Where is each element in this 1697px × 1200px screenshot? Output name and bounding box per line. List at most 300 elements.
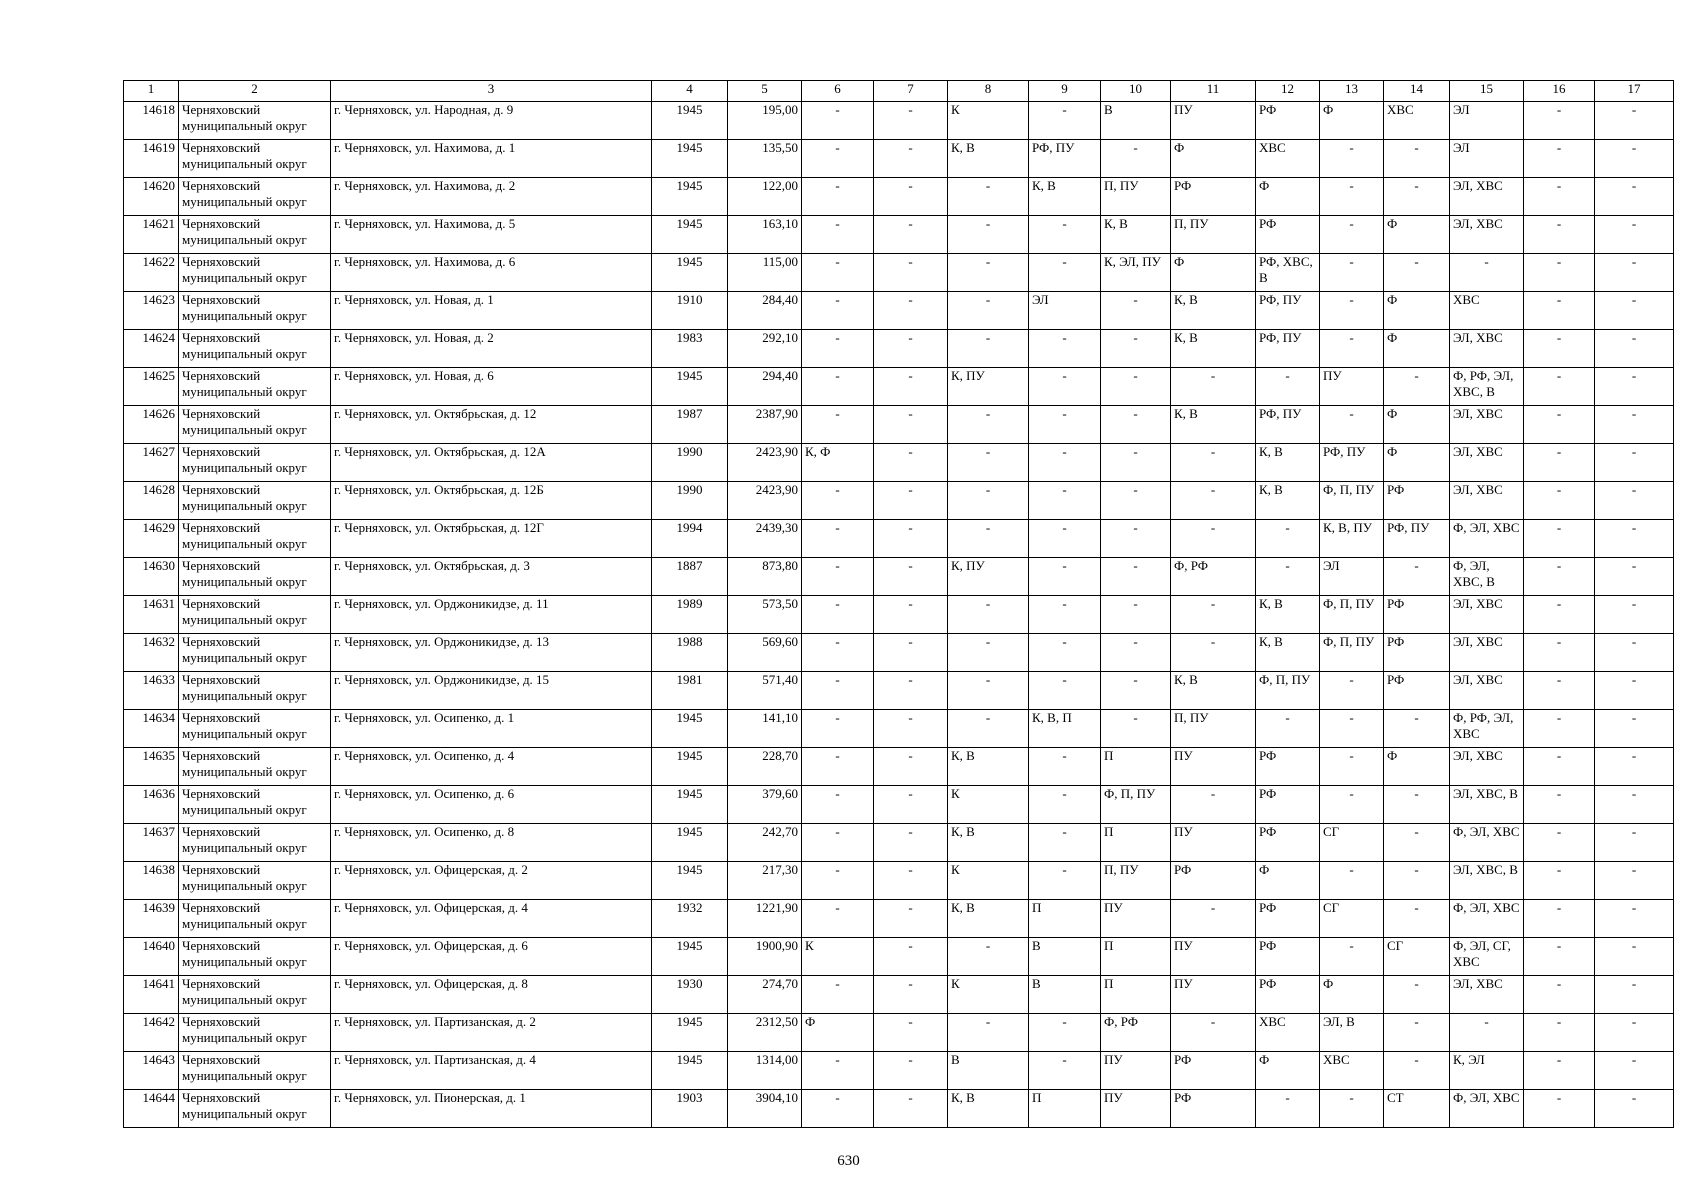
table-cell: К, В, П (1029, 710, 1101, 748)
table-cell: К, В (1171, 406, 1256, 444)
table-cell: ЭЛ, ХВС (1450, 330, 1524, 368)
table-cell: - (1320, 710, 1384, 748)
table-cell: г. Черняховск, ул. Октябрьская, д. 3 (331, 558, 652, 596)
table-cell: ХВС (1256, 140, 1320, 178)
table-cell: - (1320, 330, 1384, 368)
table-cell: П (1101, 824, 1171, 862)
table-cell: Черняховский муниципальный округ (179, 824, 331, 862)
table-cell: - (1029, 672, 1101, 710)
table-cell: - (948, 482, 1029, 520)
table-cell: 14619 (124, 140, 179, 178)
table-cell: - (1320, 938, 1384, 976)
table-cell: К, В (948, 140, 1029, 178)
table-cell: Черняховский муниципальный округ (179, 178, 331, 216)
table-cell: 571,40 (728, 672, 802, 710)
table-cell: 569,60 (728, 634, 802, 672)
table-cell: СГ (1384, 938, 1450, 976)
table-cell: РФ (1256, 216, 1320, 254)
table-cell: 1987 (652, 406, 728, 444)
table-cell: Черняховский муниципальный округ (179, 1090, 331, 1128)
table-cell: - (1101, 634, 1171, 672)
table-cell: - (1595, 140, 1674, 178)
column-header: 1 (124, 81, 179, 102)
table-cell: Черняховский муниципальный округ (179, 596, 331, 634)
table-cell: - (948, 330, 1029, 368)
table-cell: П (1029, 1090, 1101, 1128)
table-cell: К, ЭЛ (1450, 1052, 1524, 1090)
table-cell: 2312,50 (728, 1014, 802, 1052)
table-cell: К, В (1029, 178, 1101, 216)
table-cell: ПУ (1171, 102, 1256, 140)
table-cell: В (948, 1052, 1029, 1090)
table-cell: - (1101, 292, 1171, 330)
table-cell: - (1384, 1014, 1450, 1052)
table-cell: - (1524, 748, 1595, 786)
table-cell: - (1524, 482, 1595, 520)
table-cell: ЭЛ (1029, 292, 1101, 330)
table-cell: - (1171, 444, 1256, 482)
table-cell: - (1171, 482, 1256, 520)
table-row (124, 862, 1674, 900)
table-cell: К, В (948, 748, 1029, 786)
table-cell: 1990 (652, 444, 728, 482)
table-cell: - (1320, 254, 1384, 292)
table-cell: РФ (1256, 102, 1320, 140)
table-cell: - (1320, 862, 1384, 900)
table-cell: РФ, ПУ (1384, 520, 1450, 558)
table-cell: г. Черняховск, ул. Октябрьская, д. 12Б (331, 482, 652, 520)
table-row (124, 710, 1674, 748)
table-cell: ЭЛ, ХВС (1450, 482, 1524, 520)
table-cell: 1945 (652, 368, 728, 406)
table-cell: 1314,00 (728, 1052, 802, 1090)
table-cell: 14623 (124, 292, 179, 330)
table-cell: 14628 (124, 482, 179, 520)
table-cell: 1221,90 (728, 900, 802, 938)
table-cell: - (1171, 1014, 1256, 1052)
table-cell: Ф, П, ПУ (1320, 596, 1384, 634)
table-cell: г. Черняховск, ул. Народная, д. 9 (331, 102, 652, 140)
table-cell: - (1029, 862, 1101, 900)
table-cell: - (1029, 102, 1101, 140)
table-cell: г. Черняховск, ул. Офицерская, д. 2 (331, 862, 652, 900)
table-cell: Ф, ЭЛ, ХВС (1450, 900, 1524, 938)
table-cell: - (1524, 558, 1595, 596)
table-cell: Ф, ЭЛ, ХВС, В (1450, 558, 1524, 596)
table-cell: г. Черняховск, ул. Октябрьская, д. 12А (331, 444, 652, 482)
table-cell: 14632 (124, 634, 179, 672)
table-cell: П, ПУ (1171, 710, 1256, 748)
table-cell: РФ (1256, 976, 1320, 1014)
table-cell: - (1450, 254, 1524, 292)
table-cell: Черняховский муниципальный округ (179, 1014, 331, 1052)
table-cell: - (1595, 254, 1674, 292)
table-cell: 14644 (124, 1090, 179, 1128)
table-cell: - (1524, 1090, 1595, 1128)
column-header: 3 (331, 81, 652, 102)
table-cell: Ф (1256, 178, 1320, 216)
table-cell: РФ, ПУ (1256, 406, 1320, 444)
table-cell: г. Черняховск, ул. Нахимова, д. 1 (331, 140, 652, 178)
table-cell: - (1524, 976, 1595, 1014)
table-cell: ПУ (1171, 976, 1256, 1014)
table-cell: - (802, 786, 874, 824)
table-cell: РФ, ХВС, В (1256, 254, 1320, 292)
table-cell: - (1101, 596, 1171, 634)
table-row (124, 1014, 1674, 1052)
table-cell: К (948, 862, 1029, 900)
table-cell: - (1029, 824, 1101, 862)
table-cell: - (1320, 748, 1384, 786)
table-cell: г. Черняховск, ул. Осипенко, д. 4 (331, 748, 652, 786)
table-cell: - (1320, 178, 1384, 216)
column-header: 5 (728, 81, 802, 102)
table-row (124, 1052, 1674, 1090)
table-cell: - (1524, 786, 1595, 824)
column-header: 10 (1101, 81, 1171, 102)
table-cell: 163,10 (728, 216, 802, 254)
table-cell: 14622 (124, 254, 179, 292)
table-cell: Ф, П, ПУ (1256, 672, 1320, 710)
table-cell: Черняховский муниципальный округ (179, 786, 331, 824)
table-cell: 1945 (652, 178, 728, 216)
table-cell: г. Черняховск, ул. Нахимова, д. 5 (331, 216, 652, 254)
table-cell: - (1595, 292, 1674, 330)
table-cell: - (874, 368, 948, 406)
table-cell: Ф (1171, 254, 1256, 292)
table-cell: - (1320, 786, 1384, 824)
table-cell: - (874, 1090, 948, 1128)
table-cell: Ф, П, ПУ (1320, 482, 1384, 520)
table-cell: - (1029, 1052, 1101, 1090)
table-cell: К, В (1171, 672, 1256, 710)
table-cell: г. Черняховск, ул. Офицерская, д. 8 (331, 976, 652, 1014)
table-cell: - (948, 634, 1029, 672)
table-cell: г. Черняховск, ул. Осипенко, д. 6 (331, 786, 652, 824)
table-cell: Ф (1384, 216, 1450, 254)
table-cell: - (874, 748, 948, 786)
table-cell: К, В (948, 900, 1029, 938)
table-cell: - (874, 786, 948, 824)
table-cell: 1932 (652, 900, 728, 938)
table-cell: Ф (1171, 140, 1256, 178)
table-cell: 1945 (652, 1052, 728, 1090)
table-cell: К (948, 786, 1029, 824)
table-cell: 14641 (124, 976, 179, 1014)
table-cell: - (802, 102, 874, 140)
table-cell: г. Черняховск, ул. Партизанская, д. 4 (331, 1052, 652, 1090)
table-cell: 14627 (124, 444, 179, 482)
table-cell: Ф, ЭЛ, ХВС (1450, 520, 1524, 558)
table-cell: 1945 (652, 748, 728, 786)
table-cell: г. Черняховск, ул. Партизанская, д. 2 (331, 1014, 652, 1052)
table-cell: К, Ф (802, 444, 874, 482)
column-header: 12 (1256, 81, 1320, 102)
table-cell: Ф, ЭЛ, СГ, ХВС (1450, 938, 1524, 976)
table-cell: Черняховский муниципальный округ (179, 1052, 331, 1090)
table-cell: - (948, 672, 1029, 710)
table-cell: - (802, 178, 874, 216)
table-cell: - (1320, 140, 1384, 178)
table-cell: - (1256, 710, 1320, 748)
table-cell: ЭЛ, ХВС (1450, 444, 1524, 482)
table-cell: К (948, 976, 1029, 1014)
table-cell: К (948, 102, 1029, 140)
table-cell: 1989 (652, 596, 728, 634)
table-cell: - (1524, 444, 1595, 482)
table-cell: - (1524, 1052, 1595, 1090)
table-cell: - (874, 900, 948, 938)
table-cell: - (1029, 634, 1101, 672)
table-cell: ЭЛ (1450, 102, 1524, 140)
table-cell: - (1595, 330, 1674, 368)
table-cell: - (802, 330, 874, 368)
table-cell: - (802, 368, 874, 406)
table-cell: - (1524, 1014, 1595, 1052)
table-cell: 1900,90 (728, 938, 802, 976)
table-row (124, 900, 1674, 938)
table-cell: - (1029, 254, 1101, 292)
table-cell: - (1101, 140, 1171, 178)
table-cell: г. Черняховск, ул. Осипенко, д. 8 (331, 824, 652, 862)
table-row (124, 254, 1674, 292)
table-cell: - (948, 596, 1029, 634)
table-cell: - (1320, 672, 1384, 710)
table-cell: - (874, 558, 948, 596)
table-cell: К, В (1256, 444, 1320, 482)
table-cell: - (1029, 330, 1101, 368)
table-cell: Черняховский муниципальный округ (179, 368, 331, 406)
table-cell: 1945 (652, 938, 728, 976)
table-body (124, 102, 1674, 1128)
table-cell: Черняховский муниципальный округ (179, 710, 331, 748)
table-cell: ЭЛ (1320, 558, 1384, 596)
table-cell: 284,40 (728, 292, 802, 330)
table-cell: - (802, 292, 874, 330)
table-cell: 14629 (124, 520, 179, 558)
table-cell: Черняховский муниципальный округ (179, 520, 331, 558)
table-cell: П, ПУ (1101, 862, 1171, 900)
table-cell: г. Черняховск, ул. Новая, д. 1 (331, 292, 652, 330)
table-cell: - (874, 292, 948, 330)
table-cell: - (802, 1090, 874, 1128)
table-cell: Черняховский муниципальный округ (179, 976, 331, 1014)
table-cell: - (874, 710, 948, 748)
table-cell: - (1101, 558, 1171, 596)
table-cell: - (948, 710, 1029, 748)
table-cell: К, В (948, 1090, 1029, 1128)
table-cell: - (802, 406, 874, 444)
table-cell: В (1101, 102, 1171, 140)
table-cell: К, В (1171, 292, 1256, 330)
table-cell: 14626 (124, 406, 179, 444)
table-cell: 115,00 (728, 254, 802, 292)
table-cell: 14634 (124, 710, 179, 748)
table-row (124, 102, 1674, 140)
table-cell: 1903 (652, 1090, 728, 1128)
table-cell: 1945 (652, 140, 728, 178)
table-cell: ЭЛ, ХВС, В (1450, 862, 1524, 900)
table-cell: Ф, П, ПУ (1320, 634, 1384, 672)
table-cell: - (1029, 444, 1101, 482)
table-cell: Черняховский муниципальный округ (179, 748, 331, 786)
table-cell: РФ (1384, 634, 1450, 672)
table-cell: 14643 (124, 1052, 179, 1090)
table-cell: 14642 (124, 1014, 179, 1052)
table-cell: - (1029, 482, 1101, 520)
table-row (124, 178, 1674, 216)
table-cell: ХВС (1450, 292, 1524, 330)
table-cell: РФ, ПУ (1320, 444, 1384, 482)
table-cell: - (948, 292, 1029, 330)
table-cell: Ф (802, 1014, 874, 1052)
table-row (124, 976, 1674, 1014)
table-cell: - (1320, 292, 1384, 330)
table-row (124, 672, 1674, 710)
table-cell: - (1029, 406, 1101, 444)
table-cell: - (874, 406, 948, 444)
table-cell: - (1524, 292, 1595, 330)
table-cell: - (1029, 216, 1101, 254)
table-cell: 14639 (124, 900, 179, 938)
table-cell: Черняховский муниципальный округ (179, 140, 331, 178)
table-cell: 1945 (652, 786, 728, 824)
table-cell: 14633 (124, 672, 179, 710)
table-row (124, 216, 1674, 254)
table-row (124, 634, 1674, 672)
table-cell: 195,00 (728, 102, 802, 140)
table-row (124, 824, 1674, 862)
table-cell: Ф, РФ, ЭЛ, ХВС, В (1450, 368, 1524, 406)
table-cell: 14624 (124, 330, 179, 368)
table-cell: - (1171, 900, 1256, 938)
table-cell: В (1029, 938, 1101, 976)
table-cell: - (874, 824, 948, 862)
table-cell: г. Черняховск, ул. Осипенко, д. 1 (331, 710, 652, 748)
table-cell: 274,70 (728, 976, 802, 1014)
table-cell: - (1595, 1014, 1674, 1052)
table-cell: РФ (1171, 1090, 1256, 1128)
table-cell: г. Черняховск, ул. Нахимова, д. 2 (331, 178, 652, 216)
table-cell: ПУ (1171, 938, 1256, 976)
table-cell: - (874, 216, 948, 254)
column-header: 7 (874, 81, 948, 102)
table-cell: Черняховский муниципальный округ (179, 330, 331, 368)
table-cell: - (802, 976, 874, 1014)
table-cell: ЭЛ, В (1320, 1014, 1384, 1052)
column-header: 2 (179, 81, 331, 102)
table-cell: г. Черняховск, ул. Орджоникидзе, д. 15 (331, 672, 652, 710)
table-cell: г. Черняховск, ул. Новая, д. 6 (331, 368, 652, 406)
table-cell: 1990 (652, 482, 728, 520)
page-number: 630 (837, 1153, 860, 1169)
table-cell: - (1524, 140, 1595, 178)
table-cell: ПУ (1171, 748, 1256, 786)
table-cell: К, В (1256, 634, 1320, 672)
table-cell: г. Черняховск, ул. Офицерская, д. 6 (331, 938, 652, 976)
table-cell: ЭЛ, ХВС (1450, 596, 1524, 634)
table-cell: П (1101, 976, 1171, 1014)
table-cell: 873,80 (728, 558, 802, 596)
table-header (124, 81, 1674, 102)
table-cell: - (874, 634, 948, 672)
table-cell: 14618 (124, 102, 179, 140)
table-cell: 1930 (652, 976, 728, 1014)
table-cell: ХВС (1256, 1014, 1320, 1052)
table-cell: ЭЛ, ХВС (1450, 216, 1524, 254)
table-cell: - (1595, 102, 1674, 140)
table-cell: 14638 (124, 862, 179, 900)
table-cell: 1981 (652, 672, 728, 710)
table-cell: 228,70 (728, 748, 802, 786)
table-cell: ЭЛ, ХВС (1450, 178, 1524, 216)
table-cell: - (1171, 368, 1256, 406)
table-cell: 1945 (652, 1014, 728, 1052)
table-cell: - (1256, 520, 1320, 558)
table-cell: - (1595, 368, 1674, 406)
table-cell: - (1595, 1052, 1674, 1090)
table-cell: - (874, 862, 948, 900)
table-cell: - (1524, 710, 1595, 748)
table-cell: - (802, 710, 874, 748)
table-cell: - (874, 596, 948, 634)
table-cell: К, В (1171, 330, 1256, 368)
table-cell: 1945 (652, 824, 728, 862)
table-cell: Черняховский муниципальный округ (179, 672, 331, 710)
table-cell: - (1101, 520, 1171, 558)
table-cell: 292,10 (728, 330, 802, 368)
table-row (124, 482, 1674, 520)
column-header: 11 (1171, 81, 1256, 102)
table-cell: - (1524, 862, 1595, 900)
table-cell: - (1524, 634, 1595, 672)
table-cell: - (874, 254, 948, 292)
table-cell: Ф (1384, 330, 1450, 368)
table-cell: - (1524, 178, 1595, 216)
table-cell: Ф (1256, 862, 1320, 900)
table-cell: - (1384, 862, 1450, 900)
table-cell: - (1384, 178, 1450, 216)
table-cell: - (1171, 520, 1256, 558)
table-cell: К, В, ПУ (1320, 520, 1384, 558)
table-cell: РФ (1384, 596, 1450, 634)
table-cell: 294,40 (728, 368, 802, 406)
table-cell: К, В (948, 824, 1029, 862)
table-cell: Ф, РФ (1171, 558, 1256, 596)
table-cell: - (1320, 406, 1384, 444)
table-cell: 141,10 (728, 710, 802, 748)
table-cell: - (1524, 368, 1595, 406)
table-cell: 573,50 (728, 596, 802, 634)
table-cell: Ф (1384, 444, 1450, 482)
table-cell: Ф (1320, 102, 1384, 140)
table-cell: - (1524, 406, 1595, 444)
table-cell: 135,50 (728, 140, 802, 178)
table-cell: - (948, 444, 1029, 482)
table-cell: - (874, 1052, 948, 1090)
table-cell: Ф, РФ, ЭЛ, ХВС (1450, 710, 1524, 748)
table-cell: 122,00 (728, 178, 802, 216)
table-cell: Ф, ЭЛ, ХВС (1450, 1090, 1524, 1128)
table-cell: Ф, РФ (1101, 1014, 1171, 1052)
table-cell: РФ, ПУ (1029, 140, 1101, 178)
table-cell: РФ (1256, 900, 1320, 938)
table-row (124, 292, 1674, 330)
table-cell: - (1524, 938, 1595, 976)
table-cell: - (874, 444, 948, 482)
table-cell: - (1595, 444, 1674, 482)
table-cell: ПУ (1320, 368, 1384, 406)
